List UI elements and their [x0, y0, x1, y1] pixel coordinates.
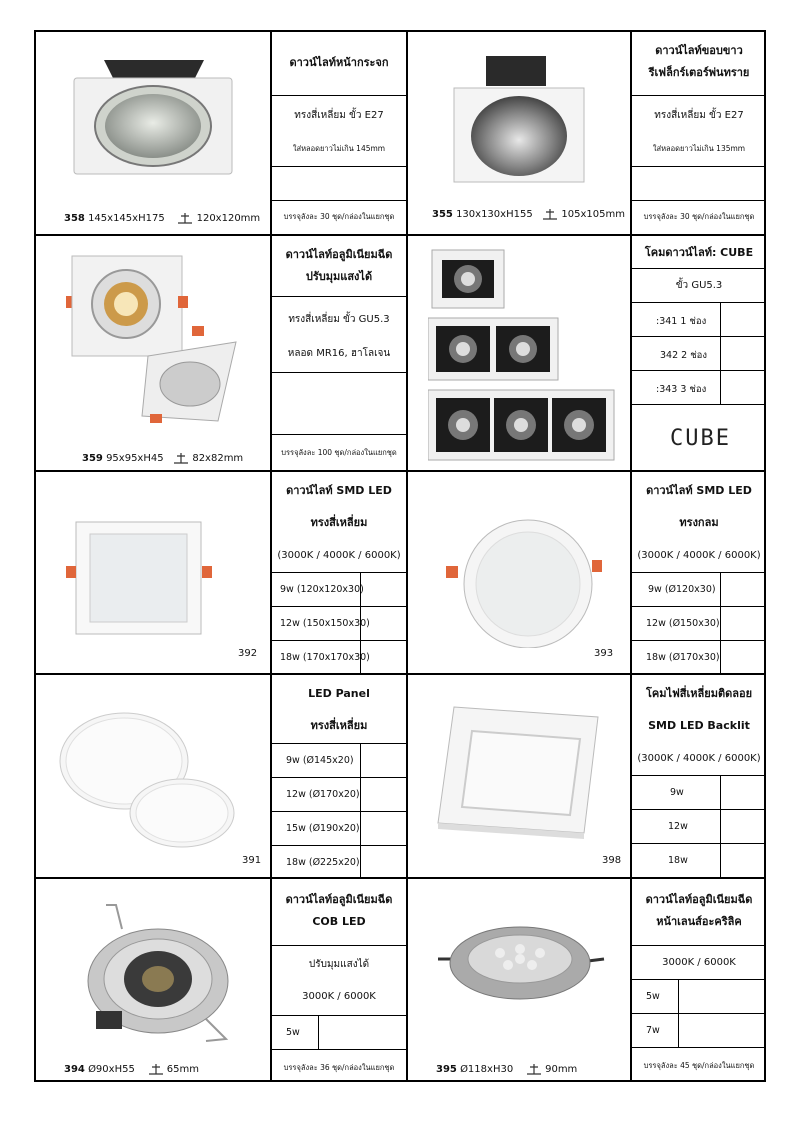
product-code: 393: [594, 648, 614, 659]
product-392-image-cell: [36, 472, 270, 673]
product-title: ดาวน์ไลท์อลูมิเนียมฉีด: [645, 893, 753, 906]
product-title: โคมไฟสี่เหลี่ยมติดลอย: [645, 687, 753, 700]
product-spec: หลอด MR16, ฮาโลเจน: [287, 348, 391, 359]
product-spec: ปรับมุมแสงได้: [308, 959, 370, 970]
surface-398-image: [434, 703, 604, 843]
product-title: ทรงกลม: [679, 516, 719, 529]
product-spec: ใส่หลอดยาวไม่เกิน 145mm: [292, 144, 386, 153]
downlight-394-image: [76, 899, 236, 1049]
product-size: Ø90xH55: [88, 1064, 135, 1075]
downlight-358-image: [64, 50, 244, 180]
product-code: 394: [64, 1064, 85, 1075]
wattage-option: 12w: [668, 821, 688, 832]
product-title: LED Panel: [308, 687, 370, 700]
cube-option: :341 1 ช่อง: [656, 316, 707, 327]
product-title: ทรงสี่เหลี่ยม: [310, 719, 368, 732]
product-358-info: [272, 32, 406, 234]
product-spec: (3000K / 4000K / 6000K): [277, 550, 401, 561]
wattage-option: 5w: [646, 991, 660, 1002]
cube-downlight-image: [428, 246, 618, 468]
cube-option: 342 2 ช่อง: [660, 350, 708, 361]
cutout-size: 65mm: [166, 1064, 199, 1075]
cutout-size: 90mm: [545, 1064, 578, 1075]
product-spec: (3000K / 4000K / 6000K): [637, 550, 761, 561]
wattage-option: 9w (Ø120x30): [648, 584, 716, 595]
cutout-size: 120x120mm: [196, 213, 261, 224]
packing-info: บรรจุลังละ 45 ชุด/กล่องในแยกชุด: [643, 1061, 755, 1070]
wattage-option: 15w (Ø190x20): [286, 823, 360, 834]
cutout-icon: [177, 212, 193, 224]
product-395-image-cell: [408, 879, 630, 1082]
packing-info: บรรจุลังละ 100 ชุด/กล่องในแยกชุด: [281, 448, 397, 457]
cutout-size: 105x105mm: [561, 209, 625, 220]
cube-info: [632, 236, 766, 470]
product-code: 392: [238, 648, 258, 659]
product-358-dimensions: [64, 212, 260, 224]
product-title: COB LED: [312, 915, 366, 928]
wattage-option: 9w: [670, 787, 684, 798]
product-title: ดาวน์ไลท์อลูมิเนียมฉีด: [285, 248, 393, 261]
product-title: ดาวน์ไลท์ SMD LED: [646, 484, 752, 497]
downlight-395-image: [436, 919, 606, 1029]
product-393-info: [632, 472, 766, 673]
wattage-option: 18w (170x170x30): [280, 652, 370, 663]
product-394-info: [272, 879, 406, 1082]
catalog-grid: [34, 30, 766, 1082]
wattage-option: 18w: [668, 855, 688, 866]
cutout-icon: [148, 1063, 164, 1075]
product-size: Ø118xH30: [460, 1064, 514, 1075]
product-395-dimensions: [436, 1063, 577, 1075]
product-code: 358: [64, 213, 85, 224]
packing-info: บรรจุลังละ 30 ชุด/กล่องในแยกชุด: [283, 212, 395, 221]
product-spec: ขั้ว GU5.3: [675, 280, 723, 291]
product-code: 395: [436, 1064, 457, 1075]
product-358-image-cell: [36, 32, 270, 234]
product-title: โคมดาวน์ไลท์: CUBE: [644, 246, 754, 259]
product-394-image-cell: [36, 879, 270, 1082]
wattage-option: 5w: [286, 1027, 300, 1038]
wattage-option: 18w (Ø170x30): [646, 652, 720, 663]
product-code: 398: [602, 855, 622, 866]
wattage-option: 9w (120x120x30): [280, 584, 364, 595]
product-394-dimensions: [64, 1063, 199, 1075]
product-title: ดาวน์ไลท์ขอบขาว: [655, 44, 743, 57]
cutout-icon: [542, 208, 558, 220]
downlight-359-image: [58, 246, 248, 436]
product-391-info: [272, 675, 406, 877]
product-359-info: [272, 236, 406, 470]
product-398-image-cell: [408, 675, 630, 877]
product-spec: ทรงสี่เหลี่ยม ขั้ว E27: [294, 110, 384, 121]
product-spec: (3000K / 4000K / 6000K): [637, 753, 761, 764]
product-size: 95x95xH45: [106, 453, 164, 464]
cube-image-cell: [408, 236, 630, 470]
product-code: 391: [242, 855, 262, 866]
product-spec: ทรงสี่เหลี่ยม ขั้ว GU5.3: [288, 314, 390, 325]
downlight-393-image: [442, 516, 602, 648]
packing-info: บรรจุลังละ 30 ชุด/กล่องในแยกชุด: [643, 212, 755, 221]
cube-logo: CUBE: [670, 426, 731, 451]
wattage-option: 18w (Ø225x20): [286, 857, 360, 868]
product-title: ทรงสี่เหลี่ยม: [310, 516, 368, 529]
product-392-info: [272, 472, 406, 673]
product-395-info: [632, 879, 766, 1082]
downlight-355-image: [446, 54, 596, 184]
product-355-dimensions: [432, 208, 625, 220]
product-title: ดาวน์ไลท์หน้ากระจก: [289, 56, 389, 69]
wattage-option: 7w: [646, 1025, 660, 1036]
product-title: ดาวน์ไลท์ SMD LED: [286, 484, 392, 497]
product-359-dimensions: [82, 452, 243, 464]
product-spec: 3000K / 6000K: [662, 957, 736, 968]
cutout-icon: [173, 452, 189, 464]
panel-392-image: [66, 516, 216, 636]
product-title: รีเฟล็กร์เตอร์พ่นทราย: [648, 66, 750, 79]
product-size: 145x145xH175: [88, 213, 165, 224]
product-355-image-cell: [408, 32, 630, 234]
wattage-option: 12w (Ø170x20): [286, 789, 360, 800]
cube-option: :343 3 ช่อง: [656, 384, 707, 395]
product-spec: ทรงสี่เหลี่ยม ขั้ว E27: [654, 110, 744, 121]
cutout-size: 82x82mm: [192, 453, 244, 464]
packing-info: บรรจุลังละ 36 ชุด/กล่องในแยกชุด: [283, 1063, 395, 1072]
product-spec: 3000K / 6000K: [302, 991, 376, 1002]
wattage-option: 9w (Ø145x20): [286, 755, 354, 766]
product-393-image-cell: [408, 472, 630, 673]
product-title: หน้าเลนส์อะคริลิค: [656, 915, 742, 928]
wattage-option: 12w (150x150x30): [280, 618, 370, 629]
product-391-image-cell: [36, 675, 270, 877]
product-spec: ใส่หลอดยาวไม่เกิน 135mm: [652, 144, 746, 153]
product-title: SMD LED Backlit: [648, 719, 750, 732]
product-code: 359: [82, 453, 103, 464]
product-title: ดาวน์ไลท์อลูมิเนียมฉีด: [285, 893, 393, 906]
product-title: ปรับมุมแสงได้: [305, 270, 373, 283]
panel-391-image: [58, 709, 238, 851]
product-359-image-cell: [36, 236, 270, 470]
wattage-option: 12w (Ø150x30): [646, 618, 720, 629]
cutout-icon: [526, 1063, 542, 1075]
product-size: 130x130xH155: [456, 209, 533, 220]
product-398-info: [632, 675, 766, 877]
product-355-info: [632, 32, 766, 234]
product-code: 355: [432, 209, 453, 220]
